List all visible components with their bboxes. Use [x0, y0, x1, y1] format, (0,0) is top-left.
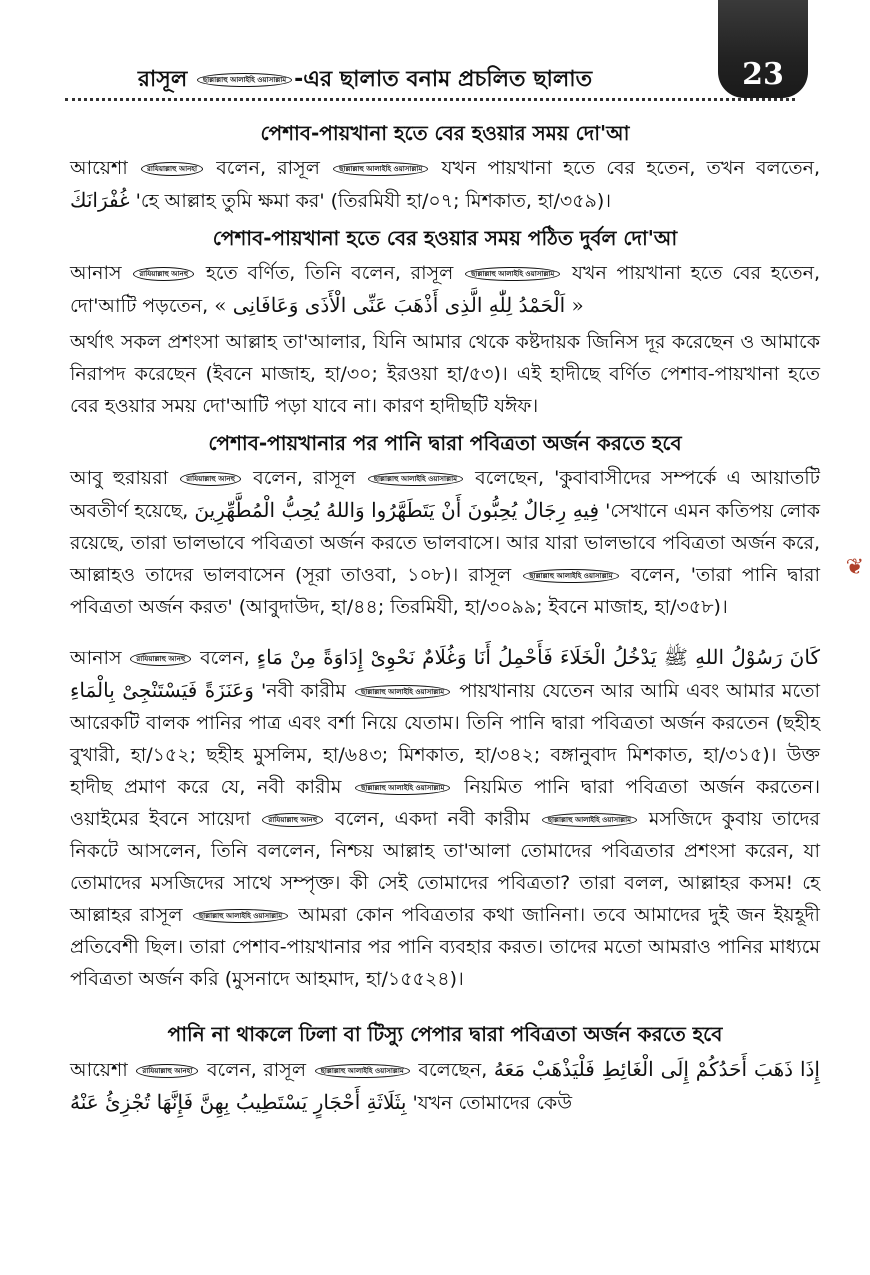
section-heading: পেশাব-পায়খানা হতে বের হওয়ার সময় পঠিত দুর্বল দো'আ [212, 226, 678, 250]
margin-mark-icon: ❦ [845, 555, 864, 580]
text-run: বলেছেন, 'কুবাবাসীদের সম্পর্কে এ আয়াতটি অবতীর্ণ হয়েছে, [70, 467, 821, 522]
honorific-female-icon: রাযিয়াল্লাহু আনহা [136, 1064, 198, 1078]
honorific-rasul-icon: ছাল্লাল্লাহু আলাইহি ওয়াসাল্লাম [523, 569, 618, 583]
arabic-text: كَانَ رَسُوْلُ اللهِ ﷺ يَدْخُلُ الْخَلَاءَ فَأَحْمِلُ أَنَا وَغُلَامٌ نَحْوِىْ إِدَاوَةً مِنْ مَاءٍ وَعَنَزَةً فَيَسْتَنْجِىْ بِالْمَاءِ [70, 645, 820, 702]
honorific-rasul-icon: ছাল্লাল্লাহু আলাইহি ওয়াসাল্লাম [193, 909, 288, 923]
honorific-rasul-icon: ছাল্লাল্লাহু আলাইহি ওয়াসাল্লাম [197, 73, 292, 87]
page-number: 23 [742, 57, 784, 92]
text-run: আনাস [70, 262, 122, 284]
honorific-rasul-icon: ছাল্লাল্লাহু আলাইহি ওয়াসাল্লাম [465, 267, 560, 281]
section-heading: পেশাব-পায়খানার পর পানি দ্বারা পবিত্রতা অর্জন করতে হবে [208, 431, 682, 455]
arabic-text: إِذَا ذَهَبَ أَحَدُكُمْ إِلَى الْغَائِطِ فَلْيَذْهَبْ مَعَهُ بِثَلَاثَةِ أَحْجَارٍ يَسْتَطِيبُ بِهِنَّ فَإِنَّهَا تُجْزِئُ عَنْهُ [70, 1057, 820, 1114]
honorific-male-icon: রাযিয়াল্লাহু আনহু [133, 267, 194, 281]
honorific-male-icon: রাযিয়াল্লাহু আনহু [262, 813, 323, 827]
text-run: 'সেখানে এমন কতিপয় লোক রয়েছে, তারা ভালভাবে পবিত্রতা অর্জন করতে ভালবাসে। আর যারা ভালভাবে পবিত্রতা অর্জন করে, আল্লাহও তাদের ভালবাসেন (সূরা তাওবা, ১০৮)। [70, 500, 820, 586]
text-run: বলেন, রাসূল [216, 157, 320, 179]
honorific-rasul-icon: ছাল্লাল্লাহু আলাইহি ওয়াসাল্লাম [542, 813, 637, 827]
arabic-text: « اَلْحَمْدُ لِلّٰهِ الَّذِى أَذْهَبَ عَنِّى الْأَذَى وَعَافَانِى » [214, 293, 584, 317]
paragraph: অর্থাৎ সকল প্রশংসা আল্লাহ তা'আলার, যিনি আমার থেকে কষ্টদায়ক জিনিস দূর করেছেন ও আমাকে নিরাপদ করেছেন (ইবনে মাজাহ, হা/৩০; ইরওয়া হা/৫৩)। এই হাদীছে বর্ণিত পেশাব-পায়খানা হতে বের হওয়ার সময় দো'আটি পড়া যাবে না। কারণ হাদীছটি যঈফ। [70, 331, 820, 417]
text-run: মসজিদে কুবায় তাদের নিকটে আসলেন, তিনি বললেন, নিশ্চয় আল্লাহ তা'আলা তোমাদের পবিত্রতার প্রশংসা করেন, যা তোমাদের মসজিদের সাথে সম্পৃক্ত। কী সেই তোমাদের পবিত্রতা? তারা বলল, আল্লাহর কসম! হে আল্লাহর রাসূল [70, 808, 820, 926]
header-title-post: -এর ছালাত বনাম প্রচলিত ছালাত [294, 67, 593, 92]
text-run: রাসূল [468, 564, 512, 586]
spacer [70, 627, 820, 641]
text-run: বলেন, 'তারা পানি দ্বারা পবিত্রতা অর্জন করত' (আবুদাউদ, হা/৪৪; তিরমিযী, হা/৩০৯৯; ইবনে মাজাহ, হা/৩৫৮)। [70, 564, 820, 618]
honorific-male-icon: রাযিয়াল্লাহু আনহু [130, 652, 191, 666]
text-run: বলেন, রাসূল [206, 1059, 306, 1081]
arabic-text: فِيهِ رِجَالٌ يُحِبُّونَ أَنْ يَتَطَهَّرُوا وَاللهُ يُحِبُّ الْمُطَّهِّرِينَ [194, 498, 600, 522]
text-run: বলেন, [200, 647, 250, 669]
arabic-text: غُفْرَانَكَ [70, 188, 130, 212]
text-run: আয়েশা [70, 1059, 128, 1081]
spacer [70, 999, 820, 1013]
honorific-rasul-icon: ছাল্লাল্লাহু আলাইহি ওয়াসাল্লাম [368, 472, 463, 486]
text-run: 'হে আল্লাহ তুমি ক্ষমা কর' (তিরমিযী হা/০৭; মিশকাত, হা/৩৫৯)। [135, 190, 612, 212]
paragraph [70, 641, 820, 995]
honorific-rasul-icon: ছাল্লাল্লাহু আলাইহি ওয়াসাল্লাম [333, 162, 428, 176]
page-number-tab [718, 0, 808, 98]
page-body [70, 112, 820, 1123]
paragraph [70, 462, 820, 623]
text-run: 'যখন তোমাদের কেউ [412, 1092, 572, 1114]
header-title-pre: রাসূল [137, 67, 188, 92]
honorific-female-icon: রাযিয়াল্লাহু আনহা [141, 162, 203, 176]
text-run: আবু হুরায়রা [70, 467, 169, 489]
honorific-rasul-icon: ছাল্লাল্লাহু আলাইহি ওয়াসাল্লাম [355, 781, 450, 795]
paragraph [70, 152, 820, 217]
text-run: নিয়মিত পানি দ্বারা পবিত্রতা অর্জন করতেন। ওয়াইমের ইবনে সায়েদা [70, 776, 820, 830]
text-run: বলেছেন, [418, 1059, 488, 1081]
section-heading: পানি না থাকলে ঢিলা বা টিস্যু পেপার দ্বারা পবিত্রতা অর্জন করতে হবে [167, 1022, 723, 1046]
text-run: আমরা কোন পবিত্রতার কথা জানিনা। তবে আমাদের দুই জন ইয়হূদী প্রতিবেশী ছিল। তারা পেশাব-পায়খানার পর পানি ব্যবহার করত। তাদের মতো আমরাও পানির মাধ্যমে পবিত্রতা অর্জন করি (মুসনাদে আহমাদ, হা/১৫৫২৪)। [70, 904, 820, 990]
paragraph [70, 257, 820, 322]
text-run: আনাস [70, 647, 122, 669]
text-run: যখন পায়খানা হতে বের হতেন, তখন বলতেন, [441, 157, 820, 179]
text-run: হতে বর্ণিত, তিনি বলেন, রাসূল [205, 262, 454, 284]
running-header [0, 62, 730, 99]
text-run: 'নবী কারীম [260, 680, 346, 702]
header-dotted-rule [65, 98, 795, 101]
text-run: বলেন, একদা নবী কারীম [335, 808, 530, 830]
text-run: আয়েশা [70, 157, 128, 179]
section-heading: পেশাব-পায়খানা হতে বের হওয়ার সময় দো'আ [260, 121, 630, 145]
honorific-rasul-icon: ছাল্লাল্লাহু আলাইহি ওয়াসাল্লাম [355, 685, 450, 699]
honorific-rasul-icon: ছাল্লাল্লাহু আলাইহি ওয়াসাল্লাম [315, 1064, 410, 1078]
honorific-male-icon: রাযিয়াল্লাহু আনহু [180, 472, 241, 486]
text-run: বলেন, রাসূল [253, 467, 356, 489]
text-run: পায়খানায় যেতেন আর আমি এবং আমার মতো আরেকটি বালক পানির পাত্র এবং বর্শা নিয়ে যেতাম। তিনি পানি দ্বারা পবিত্রতা অর্জন করতেন (ছহীহ বুখারী, হা/১৫২; ছহীহ মুসলিম, হা/৬৪৩; মিশকাত, হা/৩৪২; বঙ্গানুবাদ মিশকাত, হা/৩১৫)। উক্ত হাদীছ প্রমাণ করে যে, নবী কারীম [70, 680, 820, 798]
paragraph [70, 1053, 820, 1119]
text-run: যখন পায়খানা হতে বের হতেন, দো'আটি পড়তেন, [70, 262, 820, 317]
